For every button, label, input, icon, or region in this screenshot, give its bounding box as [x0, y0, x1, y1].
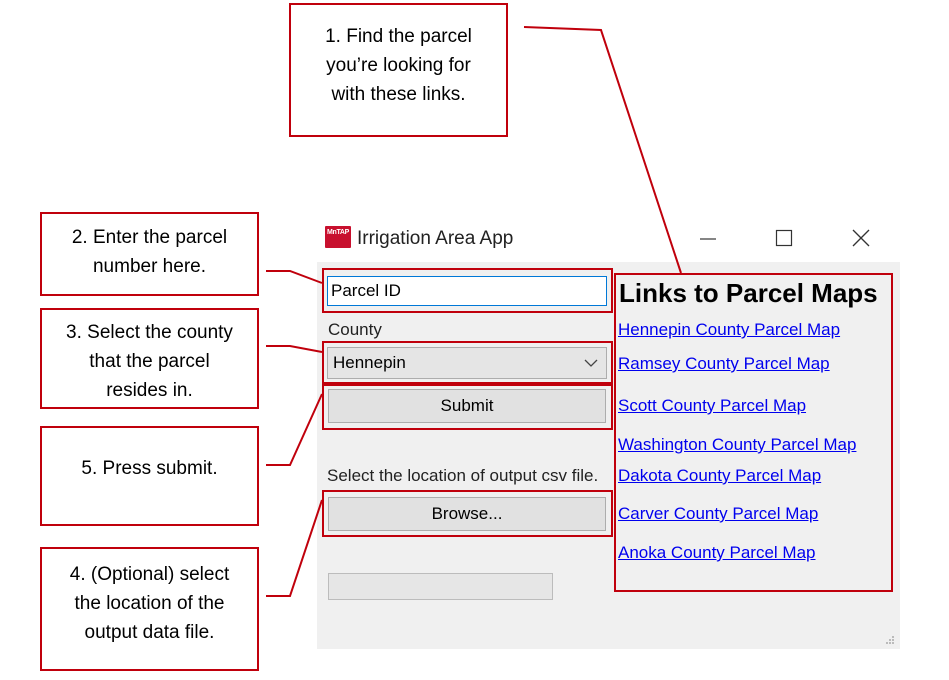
output-location-label: Select the location of output csv file. [327, 466, 599, 485]
links-panel-title: Links to Parcel Maps [619, 278, 878, 308]
connector-step-5 [266, 394, 322, 465]
county-select-value: Hennepin [333, 353, 406, 372]
connector-step-2 [266, 271, 322, 283]
callout-step-4-text: 4. (Optional) select the location of the output data file. [69, 564, 230, 643]
submit-button[interactable]: Submit [328, 389, 606, 423]
connector-step-3 [266, 346, 322, 352]
callout-step-3-text: 3. Select the county that the parcel resides in. [66, 322, 233, 401]
county-label: County [328, 320, 382, 339]
connector-step-4 [266, 500, 322, 596]
link-ramsey-county[interactable]: Ramsey County Parcel Map [618, 354, 830, 373]
callout-step-1-text: 1. Find the parcel you’re looking for with these links. [325, 26, 472, 105]
callout-step-2-text: 2. Enter the parcel number here. [71, 227, 228, 277]
connector-step-1 [524, 27, 681, 273]
link-washington-county[interactable]: Washington County Parcel Map [618, 435, 857, 454]
app-logo-text: MnTAP [326, 229, 350, 236]
browse-button[interactable]: Browse... [328, 497, 606, 531]
link-anoka-county[interactable]: Anoka County Parcel Map [618, 543, 816, 562]
window-title: Irrigation Area App [357, 228, 514, 249]
link-hennepin-county[interactable]: Hennepin County Parcel Map [618, 320, 841, 339]
link-scott-county[interactable]: Scott County Parcel Map [618, 396, 807, 415]
callout-step-5-text: 5. Press submit. [81, 458, 218, 479]
link-carver-county[interactable]: Carver County Parcel Map [618, 504, 819, 523]
link-dakota-county[interactable]: Dakota County Parcel Map [618, 466, 822, 485]
parcel-id-input[interactable]: Parcel ID [327, 276, 607, 306]
